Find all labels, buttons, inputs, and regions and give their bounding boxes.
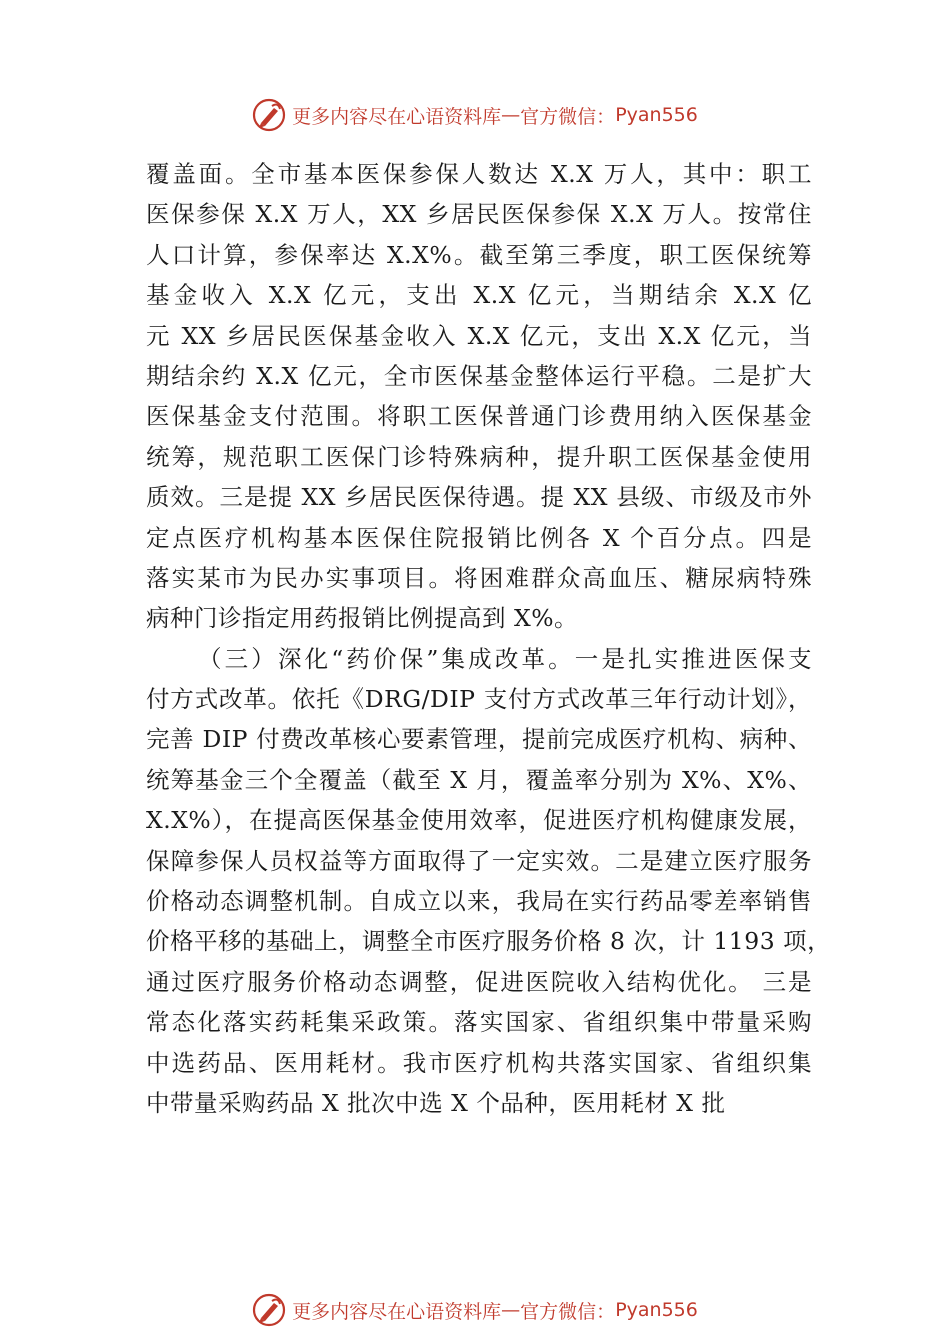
- pen-logo-icon: [252, 1293, 286, 1327]
- body-line: X.X%），在提高医保基金使用效率，促进医疗机构健康发展，: [146, 806, 812, 835]
- header-banner: [0, 95, 950, 135]
- body-line: 价格动态调整机制。自成立以来，我局在实行药品零差率销售: [146, 887, 812, 916]
- body-line: 医保参保 X.X 万人，XX 乡居民医保参保 X.X 万人。按常住: [146, 200, 812, 229]
- body-line: 价格平移的基础上，调整全市医疗服务价格 8 次，计 1193 项，: [146, 927, 832, 956]
- body-line: 常态化落实药耗集采政策。落实国家、省组织集中带量采购: [146, 1008, 812, 1037]
- body-line: 完善 DIP 付费改革核心要素管理，提前完成医疗机构、病种、: [146, 725, 812, 754]
- body-line: 统筹，规范职工医保门诊特殊病种，提升职工医保基金使用: [146, 442, 812, 471]
- body-line: 定点医疗机构基本医保住院报销比例各 X 个百分点。四是: [146, 523, 812, 552]
- footer-brand-text: 更多内容尽在心语资料库: [292, 1300, 502, 1323]
- footer-wechat-label: 官方微信：: [520, 1300, 616, 1323]
- header-wechat-label: 官方微信：: [520, 105, 616, 128]
- body-line: 基金收入 X.X 亿元，支出 X.X 亿元，当期结余 X.X 亿: [146, 281, 812, 310]
- body-line: 覆盖面。全市基本医保参保人数达 X.X 万人，其中：职工: [146, 160, 812, 188]
- footer-banner: [0, 1290, 950, 1330]
- document-body: [146, 154, 832, 1123]
- body-line: 付方式改革。依托《DRG/DIP 支付方式改革三年行动计划》，: [146, 685, 812, 714]
- body-line: 期结余约 X.X 亿元，全市医保基金整体运行平稳。二是扩大: [146, 361, 812, 390]
- header-brand-text: 更多内容尽在心语资料库: [292, 105, 502, 128]
- body-line: 统筹基金三个全覆盖（截至 X 月，覆盖率分别为 X%、X%、: [146, 765, 812, 794]
- body-line: 保障参保人员权益等方面取得了一定实效。二是建立医疗服务: [146, 846, 812, 875]
- body-line: 元 XX 乡居民医保基金收入 X.X 亿元，支出 X.X 亿元，当: [146, 321, 812, 350]
- body-line: 医保基金支付范围。将职工医保普通门诊费用纳入医保基金: [146, 402, 812, 431]
- pen-logo-icon: [252, 98, 286, 132]
- body-line: 中选药品、医用耗材。我市医疗机构共落实国家、省组织集: [146, 1048, 812, 1077]
- body-line: 人口计算，参保率达 X.X%。截至第三季度，职工医保统筹: [146, 240, 812, 269]
- body-line: 落实某市为民办实事项目。将困难群众高血压、糖尿病特殊: [146, 563, 812, 592]
- body-line: 通过医疗服务价格动态调整，促进医院收入结构优化。 三是: [146, 967, 812, 996]
- header-wechat-id: Pyan556: [615, 104, 698, 126]
- body-line: 病种门诊指定用药报销比例提高到 X%。: [146, 604, 579, 633]
- footer-wechat-id: Pyan556: [615, 1299, 698, 1321]
- body-line: 质效。三是提 XX 乡居民医保待遇。提 XX 县级、市级及市外: [146, 483, 812, 512]
- header-separator: —: [501, 104, 521, 126]
- section-heading-line: （三）深化“药价保”集成改革。一是扎实推进医保支: [198, 644, 812, 673]
- body-line: 中带量采购药品 X 批次中选 X 个品种，医用耗材 X 批: [146, 1088, 726, 1117]
- footer-separator: —: [501, 1299, 521, 1321]
